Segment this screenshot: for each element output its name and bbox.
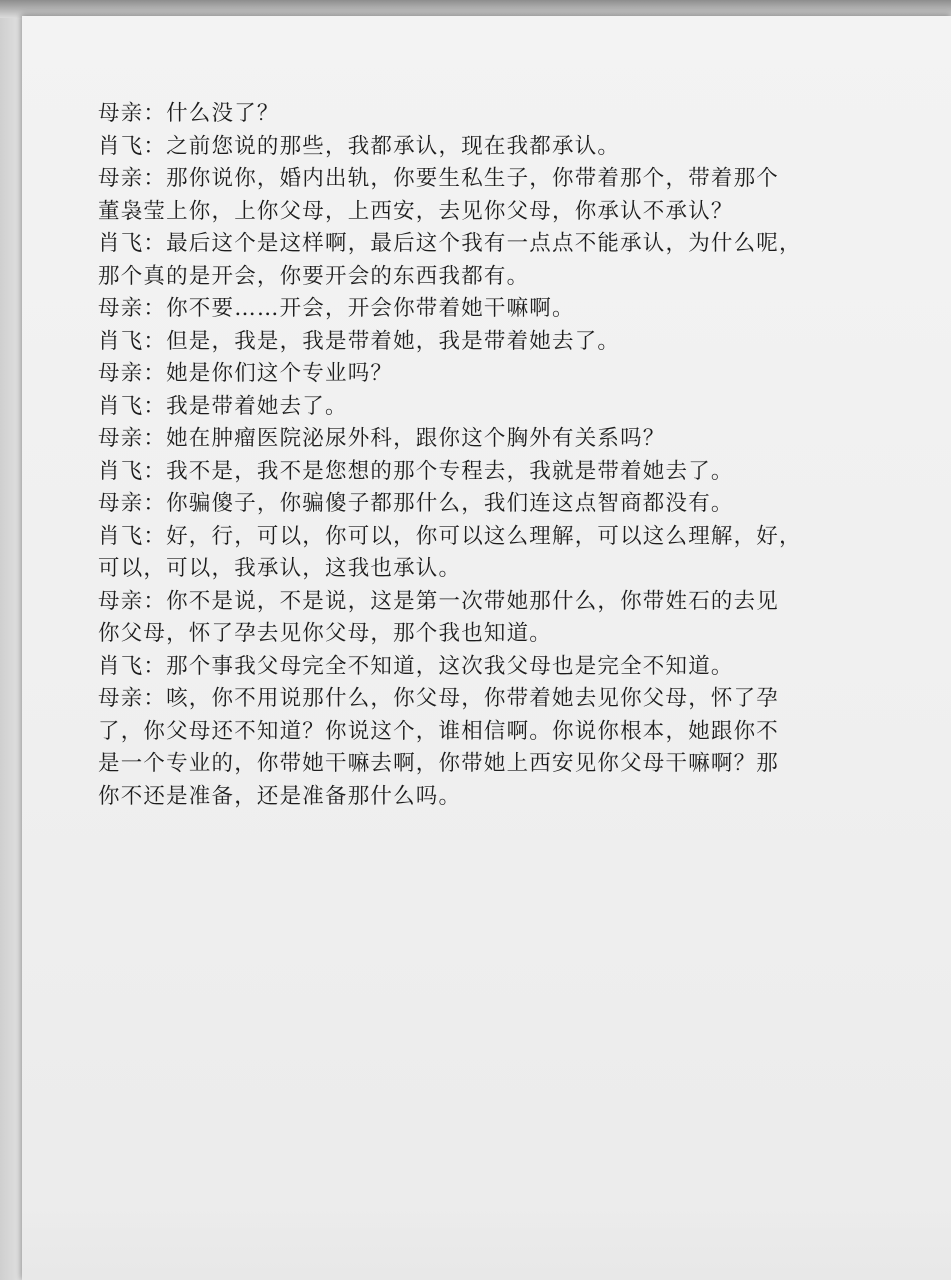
transcript-line: 肖飞：我是带着她去了。 xyxy=(98,393,348,419)
transcript-line: 是一个专业的，你带她干嘛去啊，你带她上西安见你父母干嘛啊？那 xyxy=(98,751,780,776)
transcript-line: 你不还是准备，还是准备那什么吗。 xyxy=(98,783,462,809)
transcript-line: 母亲：那你说你，婚内出轨，你要生私生子，你带着那个，带着那个 xyxy=(98,166,780,191)
transcript-line: 肖飞：但是，我是，我是带着她，我是带着她去了。 xyxy=(98,328,621,354)
transcript-line: 那个真的是开会，你要开会的东西我都有。 xyxy=(98,263,530,289)
transcript-line: 肖飞：之前您说的那些，我都承认，现在我都承认。 xyxy=(98,133,621,159)
transcript-line: 董袅莹上你，上你父母，上西安，去见你父母，你承认不承认？ xyxy=(98,198,734,224)
transcript-line: 母亲：咳，你不用说那什么，你父母，你带着她去见你父母，怀了孕 xyxy=(98,686,780,711)
transcript-line: 母亲：你骗傻子，你骗傻子都那什么，我们连这点智商都没有。 xyxy=(98,491,734,516)
transcript-line: 母亲：她在肿瘤医院泌尿外科，跟你这个胸外有关系吗？ xyxy=(98,426,666,451)
transcript-line: 你父母，怀了孕去见你父母，那个我也知道。 xyxy=(98,621,553,646)
transcript-line: 肖飞：最后这个是这样啊，最后这个我有一点点不能承认，为什么呢， xyxy=(98,231,802,256)
transcript-line: 母亲：什么没了？ xyxy=(98,101,280,126)
transcript-line: 了，你父母还不知道？你说这个，谁相信啊。你说你根本，她跟你不 xyxy=(98,718,780,744)
transcript-line: 母亲：你不是说，不是说，这是第一次带她那什么，你带姓石的去见 xyxy=(98,588,780,614)
transcript-line: 肖飞：好，行，可以，你可以，你可以这么理解，可以这么理解，好， xyxy=(98,523,802,549)
transcript-line: 肖飞：我不是，我不是您想的那个专程去，我就是带着她去了。 xyxy=(98,458,734,484)
transcript-line: 肖飞：那个事我父母完全不知道，这次我父母也是完全不知道。 xyxy=(98,653,734,679)
transcript-line: 母亲：她是你们这个专业吗？ xyxy=(98,361,394,386)
transcript-text xyxy=(98,98,898,813)
transcript-line: 母亲：你不要……开会，开会你带着她干嘛啊。 xyxy=(98,296,575,321)
document-page xyxy=(22,16,951,1280)
transcript-line: 可以，可以，我承认，这我也承认。 xyxy=(98,556,462,581)
